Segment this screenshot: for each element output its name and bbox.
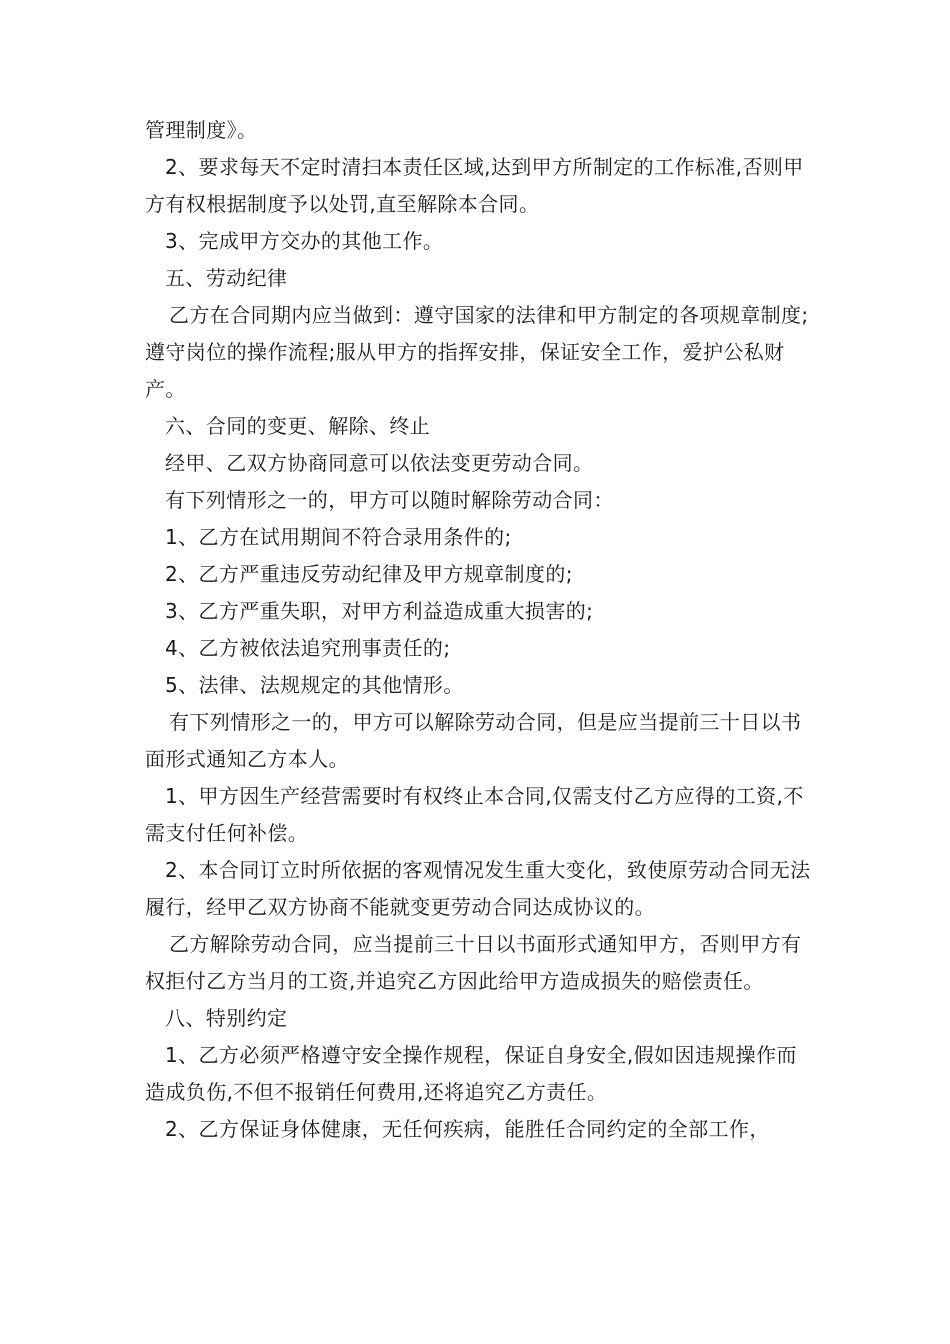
list-item: 1、乙方在试用期间不符合录用条件的; — [165, 525, 512, 549]
paragraph: 有下列情形之一的，甲方可以解除劳动合同，但是应当提前三十日以书面形式通知乙方本人。 — [145, 710, 802, 771]
paragraph: 乙方在合同期内应当做到：遵守国家的法律和甲方制定的各项规章制度;遵守岗位的操作流程;服从甲方的指挥安排，保证安全工作，爱护公私财产。 — [145, 303, 809, 401]
section-heading: 六、合同的变更、解除、终止 — [165, 414, 431, 438]
list-item: 5、法律、法规规定的其他情形。 — [165, 673, 464, 697]
list-item: 2、乙方严重违反劳动纪律及甲方规章制度的; — [165, 562, 573, 586]
list-item: 3、乙方严重失职，对甲方利益造成重大损害的; — [165, 599, 594, 623]
list-item: 2、本合同订立时所依据的客观情况发生重大变化，致使原劳动合同无法履行，经甲乙双方协商不能就变更劳动合同达成协议的。 — [145, 858, 811, 919]
section-heading: 五、劳动纪律 — [165, 266, 288, 290]
list-item: 4、乙方被依法追究刑事责任的; — [165, 636, 451, 660]
paragraph: 经甲、乙双方协商同意可以依法变更劳动合同。 — [165, 451, 594, 475]
list-item: 2、乙方保证身体健康，无任何疾病，能胜任合同约定的全部工作， — [165, 1117, 770, 1141]
paragraph: 3、完成甲方交办的其他工作。 — [165, 229, 444, 253]
paragraph: 2、要求每天不定时清扫本责任区域,达到甲方所制定的工作标准,否则甲方有权根据制度予以处罚,直至解除本合同。 — [145, 155, 804, 216]
paragraph: 有下列情形之一的，甲方可以随时解除劳动合同： — [165, 488, 614, 512]
document-body — [145, 112, 815, 1148]
list-item: 1、乙方必须严格遵守安全操作规程，保证自身安全,假如因违规操作而造成负伤,不但不报销任何费用,还将追究乙方责任。 — [145, 1043, 797, 1104]
section-heading: 八、特别约定 — [165, 1006, 288, 1030]
paragraph: 乙方解除劳动合同，应当提前三十日以书面形式通知甲方，否则甲方有权拒付乙方当月的工资,并追究乙方因此给甲方造成损失的赔偿责任。 — [145, 932, 802, 993]
paragraph: 管理制度》。 — [145, 118, 258, 142]
list-item: 1、甲方因生产经营需要时有权终止本合同,仅需支付乙方应得的工资,不需支付任何补偿。 — [145, 784, 804, 845]
